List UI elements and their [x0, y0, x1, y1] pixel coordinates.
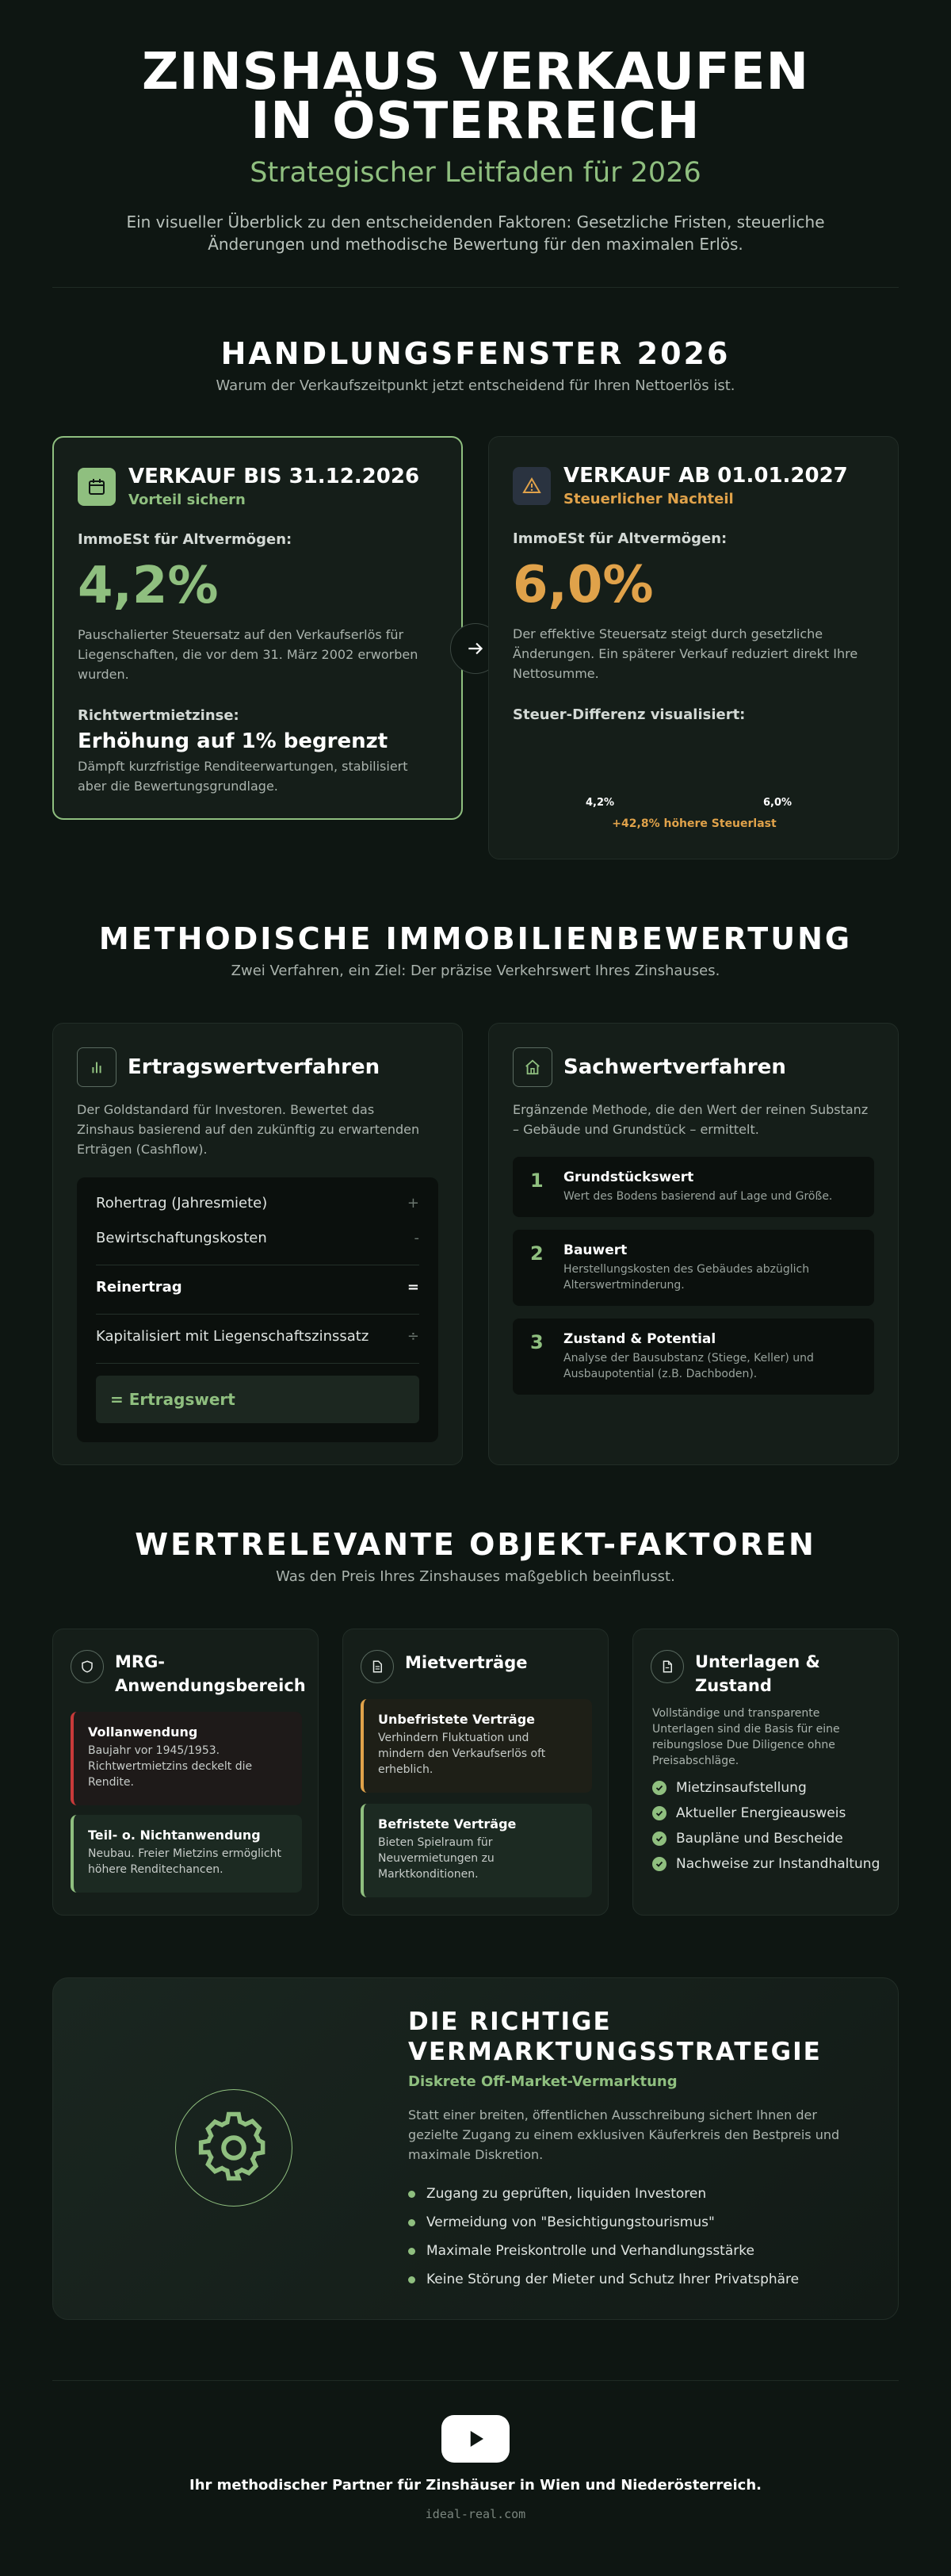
calendar-icon	[78, 468, 116, 506]
bullet-item: Keine Störung der Mieter und Schutz Ihrer Privatsphäre	[408, 2272, 799, 2287]
divider	[96, 1363, 419, 1364]
check-icon	[652, 1781, 666, 1795]
rent-label: Richtwertmietzinse:	[78, 707, 239, 724]
visualization-label: Steuer-Differenz visualisiert:	[513, 706, 746, 723]
section-title-valuation: METHODISCHE IMMOBILIENBEWERTUNG	[98, 921, 853, 956]
card-tag: Steuerlicher Nachteil	[563, 491, 734, 507]
check-icon	[652, 1832, 666, 1846]
rent-description: Dämpft kurzfristige Renditeerwartungen, stabilisiert aber die Bewertungsgrundlage.	[78, 759, 408, 794]
tax-rate: 6,0%	[513, 556, 654, 614]
step-number: 2	[530, 1242, 544, 1265]
bullet-item: Vermeidung von "Besichtigungstourismus"	[408, 2214, 715, 2230]
tax-label: ImmoESt für Altvermögen:	[513, 530, 728, 547]
card-description: Der Goldstandard für Investoren. Bewertet das Zinshaus basierend auf den zukünftig zu erwartenden Erträgen (Cashflow).	[77, 1102, 420, 1157]
card-heading: VERKAUF BIS 31.12.2026	[128, 465, 420, 488]
step-title: Zustand & Potential	[563, 1331, 716, 1347]
step-item	[513, 1157, 874, 1217]
tax-rate: 4,2%	[78, 557, 219, 615]
tax-label: ImmoESt für Altvermögen:	[78, 531, 292, 548]
divider	[96, 1314, 419, 1315]
card-documents	[632, 1629, 899, 1916]
house-icon	[513, 1047, 552, 1087]
section-subtitle-window: Warum der Verkaufszeitpunkt jetzt entscheidend für Ihren Nettoerlös ist.	[216, 377, 735, 394]
tax-rate-description: Pauschalierter Steuersatz auf den Verkaufserlös für Liegenschaften, die vor dem 31. März 2002 erworben wurden.	[78, 627, 418, 682]
step-number: 1	[530, 1169, 544, 1192]
card-heading: Ertragswertverfahren	[128, 1055, 380, 1079]
step-description: Analyse der Bausubstanz (Stiege, Keller) und Ausbaupotential (z.B. Dachboden).	[563, 1352, 814, 1380]
checklist-item: Aktueller Energieausweis	[652, 1805, 846, 1821]
card-description: Ergänzende Methode, die den Wert der reinen Substanz – Gebäude und Grundstück – ermittelt.	[513, 1102, 869, 1137]
factor-description: Baujahr vor 1945/1953. Richtwertmietzins deckelt die Rendite.	[88, 1744, 253, 1789]
step-item	[513, 1319, 874, 1395]
calc-row: Kapitalisiert mit Liegenschaftszinssatz ÷	[96, 1328, 419, 1345]
card-heading: VERKAUF AB 01.01.2027	[563, 464, 848, 488]
bullet-item: Zugang zu geprüften, liquiden Investoren	[408, 2186, 706, 2202]
calc-row: Bewirtschaftungskosten -	[96, 1230, 419, 1246]
factor-box	[361, 1804, 592, 1897]
divider	[52, 2380, 899, 2381]
factor-box	[71, 1815, 302, 1893]
bullet-item: Maximale Preiskontrolle und Verhandlungsstärke	[408, 2243, 754, 2259]
factor-description: Bieten Spielraum für Neuvermietungen zu Marktkonditionen.	[378, 1836, 495, 1881]
card-heading: Unterlagen & Zustand	[695, 1652, 820, 1695]
calc-result: = Ertragswert	[96, 1376, 419, 1423]
gear-icon	[175, 2089, 292, 2207]
marketing-title: DIE RICHTIGE VERMARKTUNGSSTRATEGIE	[408, 2008, 822, 2066]
step-item	[513, 1230, 874, 1306]
step-description: Herstellungskosten des Gebäudes abzüglich Alterswertminderung.	[563, 1263, 810, 1292]
file-icon	[651, 1650, 684, 1683]
marketing-tag: Diskrete Off-Market-Vermarktung	[408, 2073, 678, 2090]
checklist-item: Nachweise zur Instandhaltung	[652, 1856, 880, 1872]
bar-a-label: 4,2%	[585, 797, 615, 809]
factor-title: Teil- o. Nichtanwendung	[88, 1828, 261, 1843]
step-description: Wert des Bodens basierend auf Lage und Größe.	[563, 1190, 833, 1203]
factor-box	[71, 1712, 302, 1805]
hero	[0, 43, 951, 255]
bar-b-label: 6,0%	[762, 797, 792, 809]
card-heading: MRG-Anwendungsbereich	[115, 1652, 306, 1695]
calc-row: Reinertrag =	[96, 1279, 419, 1296]
calc-row: Rohertrag (Jahresmiete) +	[96, 1195, 419, 1211]
card-mrg	[52, 1629, 319, 1916]
youtube-icon[interactable]	[441, 2415, 510, 2463]
warning-icon	[513, 467, 551, 505]
section-title-factors: WERTRELEVANTE OBJEKT-FAKTOREN	[135, 1527, 816, 1562]
rent-value: Erhöhung auf 1% begrenzt	[78, 729, 388, 753]
section-subtitle-valuation: Zwei Verfahren, ein Ziel: Der präzise Verkehrswert Ihres Zinshauses.	[231, 963, 720, 979]
section-subtitle-factors: Was den Preis Ihres Zinshauses maßgeblich beeinflusst.	[276, 1568, 675, 1585]
page-description: Ein visueller Überblick zu den entscheidenden Faktoren: Gesetzliche Fristen, steuerliche Änderungen und methodische Bewertung für den maximalen Erlös.	[126, 212, 825, 254]
calculation-box	[77, 1177, 438, 1442]
page-title: ZINSHAUS VERKAUFEN IN ÖSTERREICH	[142, 43, 809, 151]
check-icon	[652, 1857, 666, 1871]
factor-box	[361, 1699, 592, 1793]
section-title-window: HANDLUNGSFENSTER 2026	[220, 336, 731, 371]
step-number: 3	[530, 1331, 544, 1353]
card-heading: Mietverträge	[405, 1653, 528, 1672]
bar-note: +42,8% höhere Steuerlast	[612, 817, 777, 830]
factor-description: Neubau. Freier Mietzins ermöglicht höhere Renditechancen.	[88, 1847, 281, 1876]
divider	[52, 287, 899, 288]
card-leases	[342, 1629, 609, 1916]
marketing-description: Statt einer breiten, öffentlichen Ausschreibung sichert Ihnen der gezielte Zugang zu einem exklusiven Käuferkreis den Bestpreis und maximale Diskretion.	[408, 2107, 840, 2162]
checklist-item: Mietzinsaufstellung	[652, 1780, 807, 1796]
checklist-item: Baupläne und Bescheide	[652, 1831, 843, 1847]
bar-chart-icon	[77, 1047, 116, 1087]
document-icon	[361, 1650, 394, 1683]
card-sale-2026	[52, 436, 463, 820]
factor-title: Unbefristete Verträge	[378, 1712, 536, 1727]
step-title: Grundstückswert	[563, 1169, 694, 1185]
card-tag: Vorteil sichern	[128, 492, 246, 508]
card-asset-method	[488, 1023, 899, 1465]
card-heading: Sachwertverfahren	[563, 1055, 786, 1079]
factor-title: Befristete Verträge	[378, 1816, 517, 1832]
tax-rate-description: Der effektive Steuersatz steigt durch gesetzliche Änderungen. Ein späterer Verkauf reduziert direkt Ihre Nettosumme.	[513, 626, 858, 681]
check-icon	[652, 1806, 666, 1820]
card-marketing	[52, 1977, 899, 2320]
footer-tagline: Ihr methodischer Partner für Zinshäuser in Wien und Niederösterreich.	[189, 2477, 762, 2494]
card-income-method	[52, 1023, 463, 1465]
factor-title: Vollanwendung	[88, 1724, 198, 1740]
card-sale-2027	[488, 436, 899, 859]
card-description: Vollständige und transparente Unterlagen sind die Basis für eine reibungslose Due Diligence ohne Preisabschläge.	[652, 1707, 840, 1767]
shield-icon	[71, 1650, 104, 1683]
step-title: Bauwert	[563, 1242, 628, 1258]
factor-description: Verhindern Fluktuation und mindern den Verkaufserlös oft erheblich.	[378, 1732, 546, 1776]
page-subtitle: Strategischer Leitfaden für 2026	[250, 157, 701, 189]
footer-link[interactable]: ideal-real.com	[425, 2507, 526, 2521]
